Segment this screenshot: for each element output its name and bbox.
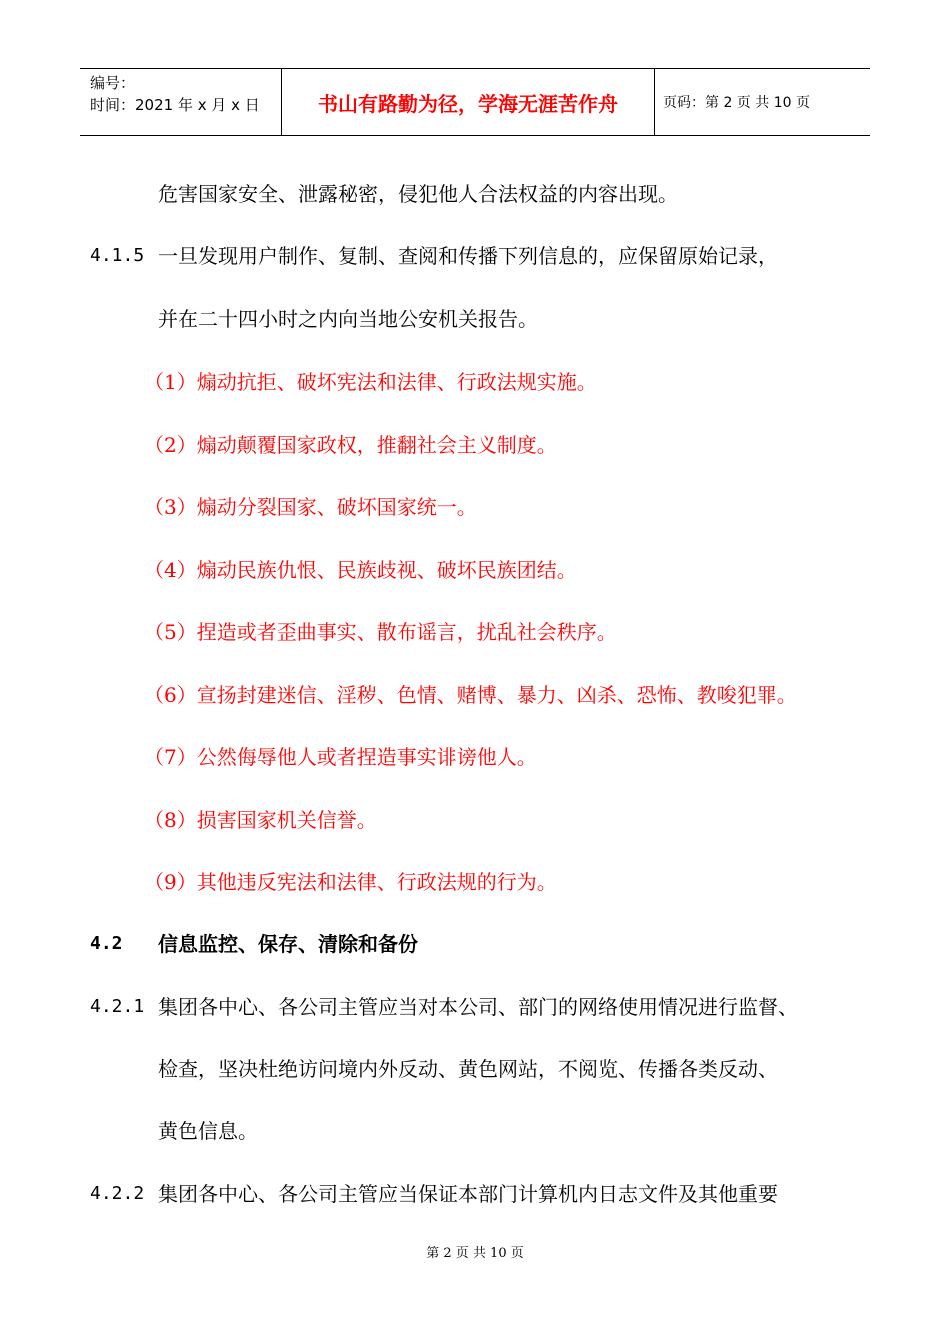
header-motto: 书山有路勤为径，学海无涯苦作舟: [318, 91, 618, 116]
header-page-code-cell: [655, 69, 870, 135]
list-item: （9）其他违反宪法和法律、行政法规的行为。: [144, 870, 557, 894]
section-4-2-1-line-2: 检查，坚决杜绝访问境内外反动、黄色网站，不阅览、传播各类反动、: [158, 1057, 778, 1081]
list-item: （4）煽动民族仇恨、民族歧视、破坏民族团结。: [144, 558, 577, 582]
section-4-2-1-line-1: 集团各中心、各公司主管应当对本公司、部门的网络使用情况进行监督、: [158, 995, 798, 1019]
document-number-label: 编号：: [90, 74, 136, 92]
list-item: （2）煽动颠覆国家政权，推翻社会主义制度。: [144, 433, 557, 457]
list-item: （6）宣扬封建迷信、淫秽、色情、赌博、暴力、凶杀、恐怖、教唆犯罪。: [144, 683, 797, 707]
section-4-1-5-line-1: 一旦发现用户制作、复制、查阅和传播下列信息的，应保留原始记录，: [158, 244, 778, 268]
section-number-4-2: 4.2: [90, 933, 123, 954]
section-number-4-2-1: 4.2.1: [90, 996, 145, 1017]
section-4-2-1-line-3: 黄色信息。: [158, 1119, 258, 1143]
section-number-4-2-2: 4.2.2: [90, 1183, 145, 1204]
document-time-label: 时间：2021 年 x 月 x 日: [90, 96, 260, 114]
header-motto-cell: [281, 69, 655, 135]
continued-paragraph: 危害国家安全、泄露秘密，侵犯他人合法权益的内容出现。: [158, 182, 678, 206]
list-item: （5）捏造或者歪曲事实、散布谣言，扰乱社会秩序。: [144, 620, 617, 644]
list-item: （1）煽动抗拒、破坏宪法和法律、行政法规实施。: [144, 370, 597, 394]
section-4-1-5-line-2: 并在二十四小时之内向当地公安机关报告。: [158, 307, 538, 331]
list-item: （8）损害国家机关信誉。: [144, 808, 377, 832]
page-header: [80, 68, 870, 136]
list-item: （7）公然侮辱他人或者捏造事实诽谤他人。: [144, 745, 537, 769]
page-footer: 第 2 页 共 10 页: [426, 1246, 524, 1261]
section-number-4-1-5: 4.1.5: [90, 245, 145, 266]
header-left-cell: [80, 69, 281, 135]
list-item: （3）煽动分裂国家、破坏国家统一。: [144, 495, 477, 519]
section-4-2-title: 信息监控、保存、清除和备份: [158, 932, 418, 956]
section-4-2-2-line-1: 集团各中心、各公司主管应当保证本部门计算机内日志文件及其他重要: [158, 1182, 778, 1206]
header-page-code: 页码：第 2 页 共 10 页: [663, 95, 810, 111]
